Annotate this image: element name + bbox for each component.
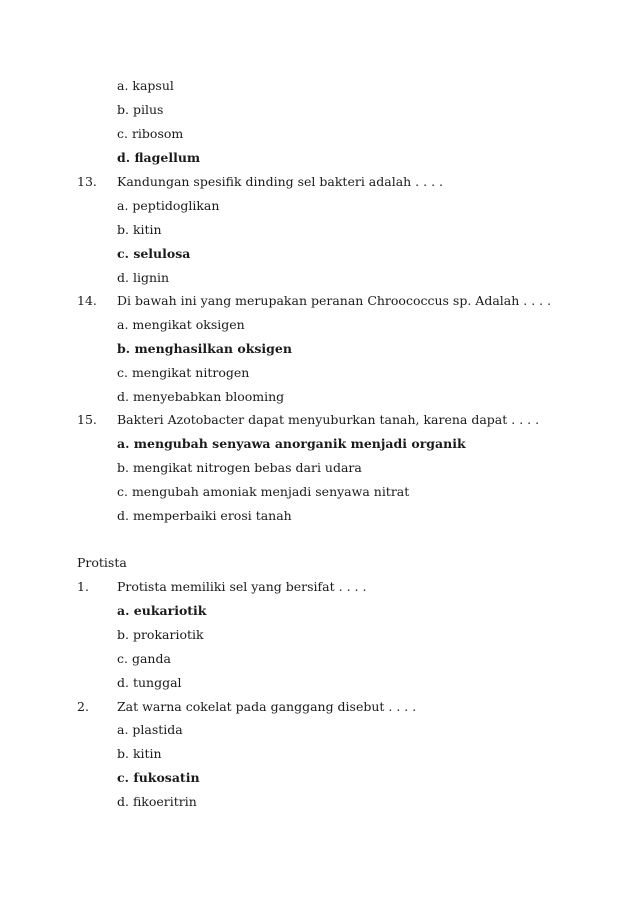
q12-option-c: c. ribosom [117, 126, 184, 141]
q14-option-b-answer: b. menghasilkan oksigen [117, 341, 292, 356]
p2-option-a: a. plastida [117, 722, 183, 737]
p1-option-c: c. ganda [117, 651, 171, 666]
q12-option-b: b. pilus [117, 102, 164, 117]
q12-option-a: a. kapsul [117, 78, 174, 93]
q13-option-d: d. lignin [117, 270, 170, 285]
p2-option-b: b. kitin [117, 746, 162, 761]
p1-text: Protista memiliki sel yang bersifat . . . . [117, 579, 367, 594]
q15-option-d: d. memperbaiki erosi tanah [117, 508, 292, 523]
q15-option-a-answer: a. mengubah senyawa anorganik menjadi organik [117, 436, 466, 451]
q13-text: Kandungan spesifik dinding sel bakteri adalah . . . . [117, 174, 443, 189]
p2-option-d: d. fikoeritrin [117, 794, 197, 809]
q15-option-b: b. mengikat nitrogen bebas dari udara [117, 460, 362, 475]
p1-number: 1. [77, 579, 89, 594]
q13-number: 13. [77, 174, 97, 189]
q15-option-c: c. mengubah amoniak menjadi senyawa nitrat [117, 484, 410, 499]
q14-option-a: a. mengikat oksigen [117, 317, 245, 332]
p1-option-d: d. tunggal [117, 675, 182, 690]
q12-option-d-answer: d. flagellum [117, 150, 201, 165]
q15-text: Bakteri Azotobacter dapat menyuburkan tanah, karena dapat . . . . [117, 412, 540, 427]
q14-text: Di bawah ini yang merupakan peranan Chroococcus sp. Adalah . . . . [117, 293, 552, 308]
q13-option-a: a. peptidoglikan [117, 198, 220, 213]
q14-option-d: d. menyebabkan blooming [117, 389, 285, 404]
q13-option-b: b. kitin [117, 222, 162, 237]
p2-text: Zat warna cokelat pada ganggang disebut . . . . [117, 699, 417, 714]
section-heading-protista: Protista [77, 555, 127, 570]
q14-number: 14. [77, 293, 97, 308]
p1-option-a-answer: a. eukariotik [117, 603, 207, 618]
q14-option-c: c. mengikat nitrogen [117, 365, 250, 380]
p2-option-c-answer: c. fukosatin [117, 770, 200, 785]
q13-option-c-answer: c. selulosa [117, 246, 191, 261]
q15-number: 15. [77, 412, 97, 427]
p1-option-b: b. prokariotik [117, 627, 204, 642]
p2-number: 2. [77, 699, 89, 714]
